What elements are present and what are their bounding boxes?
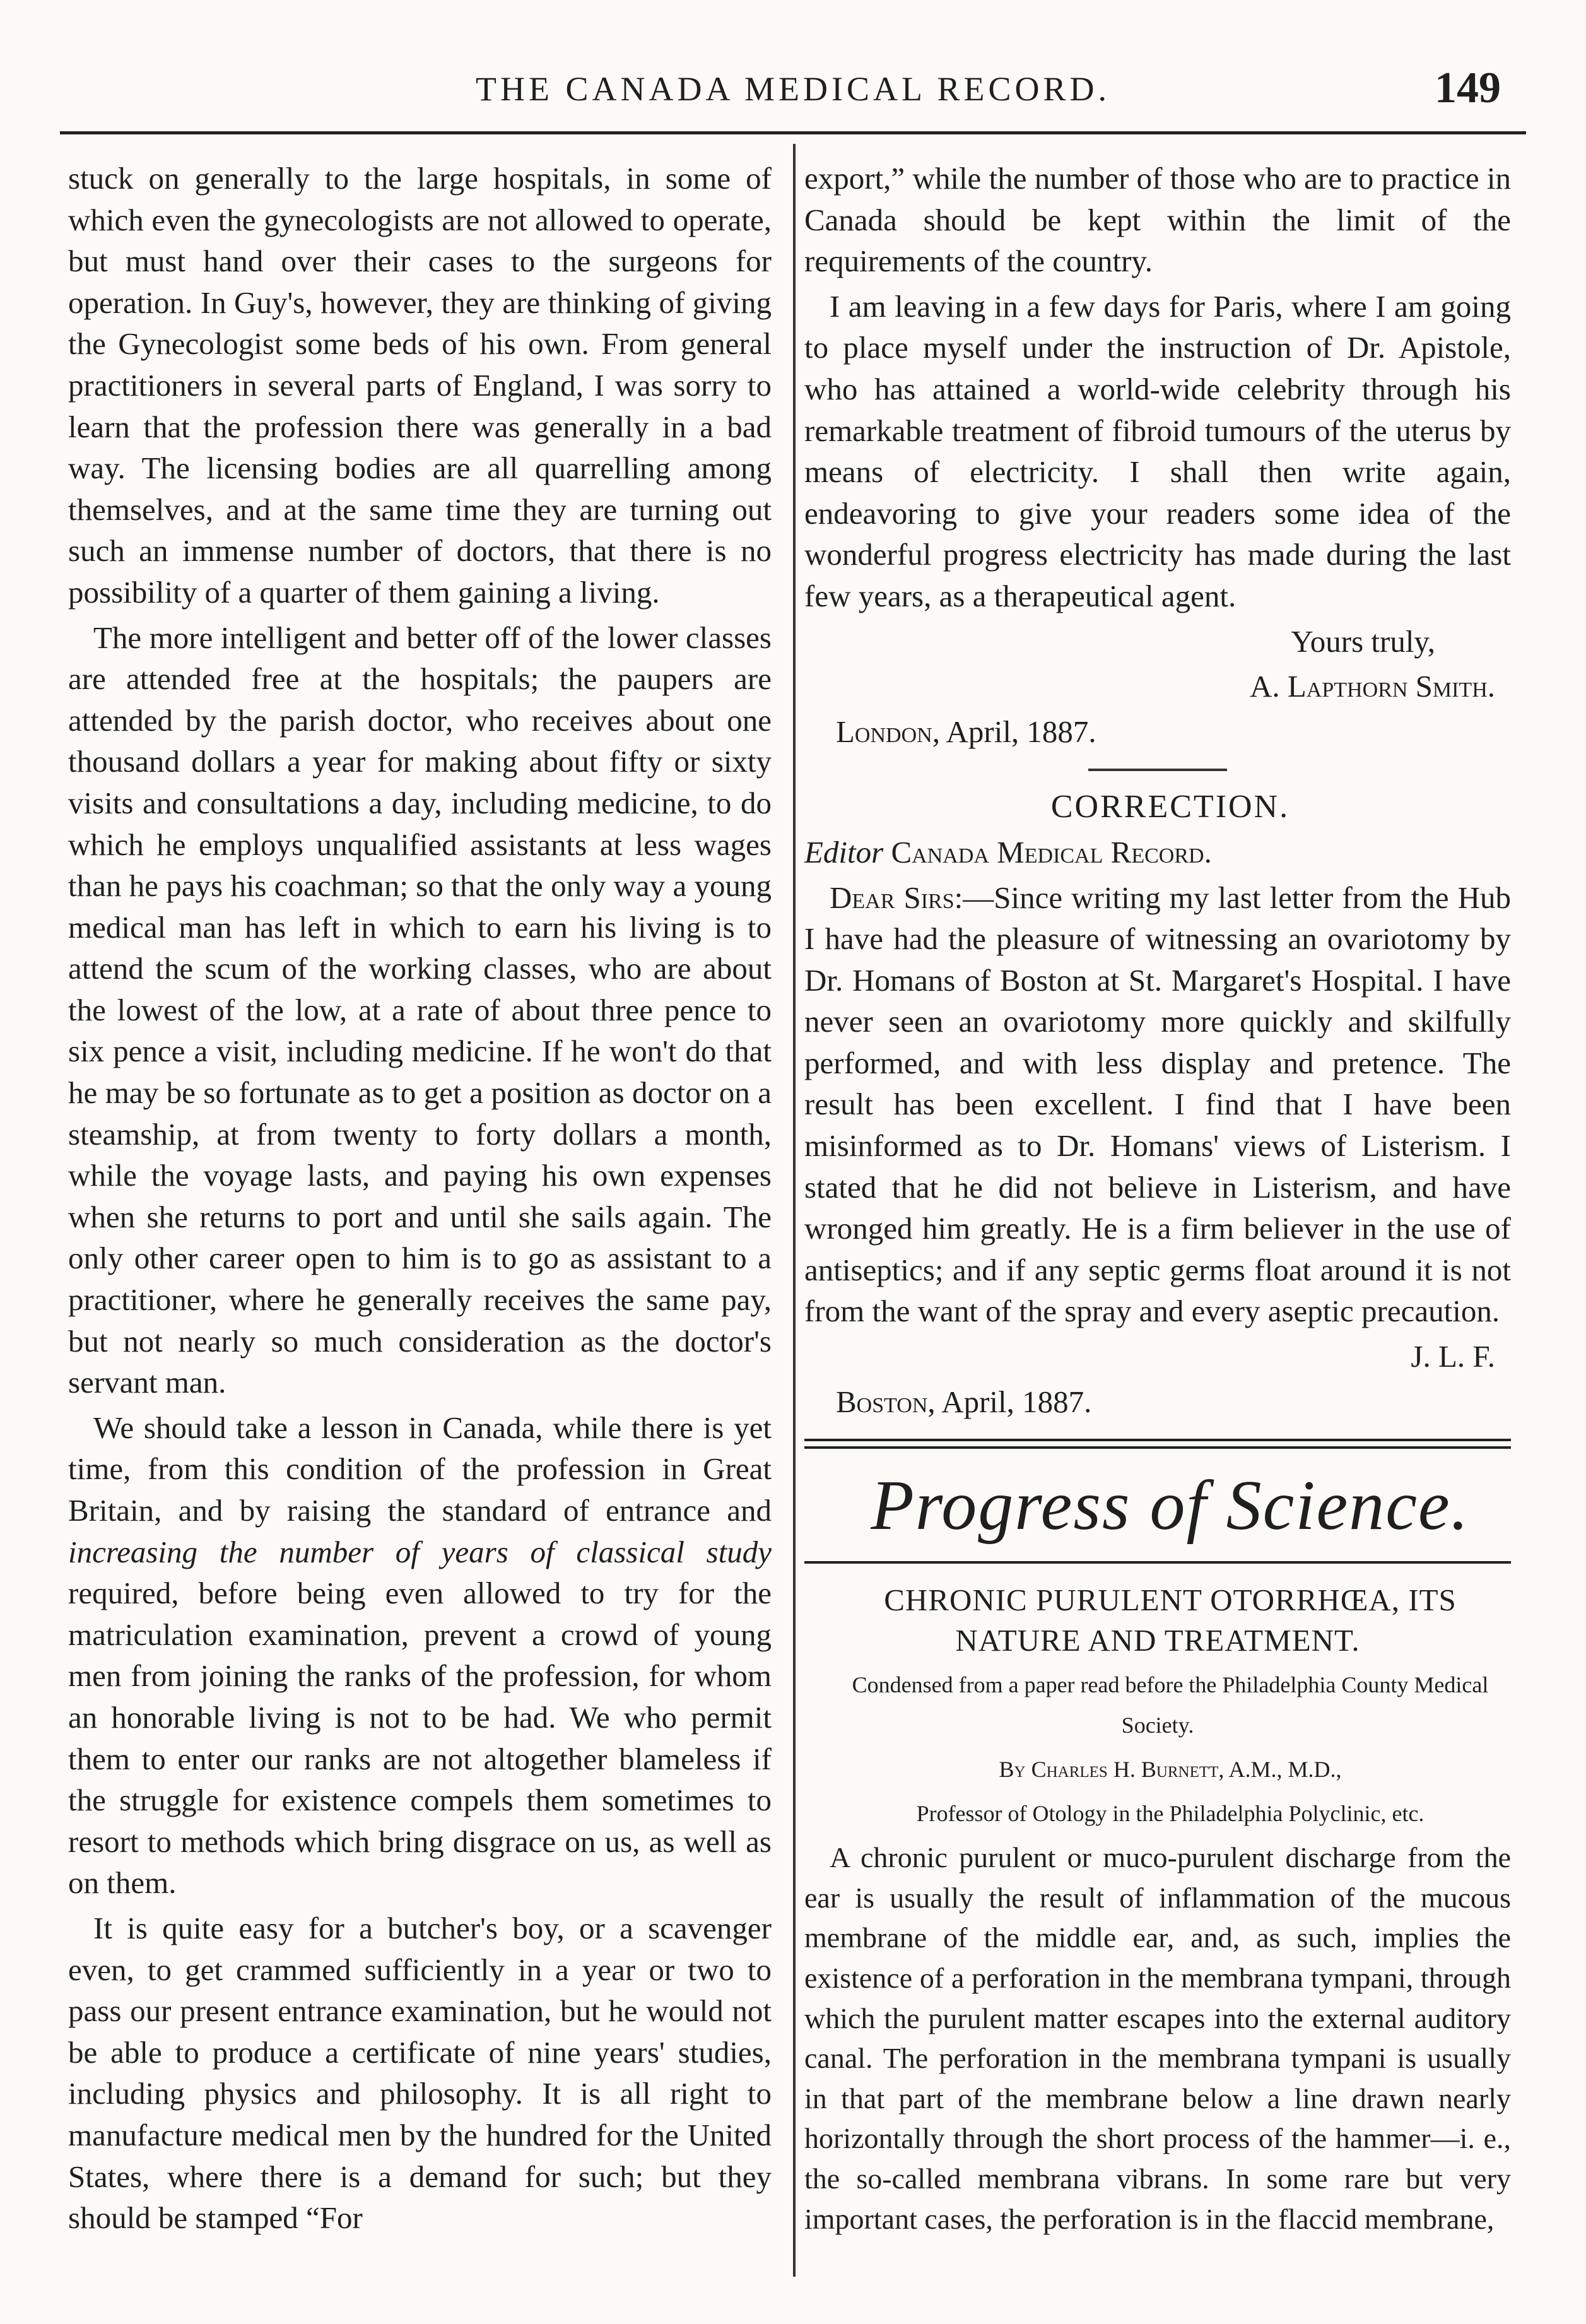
text-run: :—Since writing my last letter from the Hub I have had the pleasure of witnessing an ovariotomy by Dr. Homans of Boston at St. Margaret's Hospital. I have never seen an ovariotomy more quickly and skilfully performed, and with less display and pretence. The result has been excellent. I find that I have been misinformed as to Dr. Homans' views of Listerism. I stated that he did not believe in Listerism, and have wronged him greatly. He is a firm believer in the use of antiseptics; and if any septic germs float around it is not from the want of the spray and every aseptic precaution. — [804, 880, 1511, 1329]
article-affiliation: Professor of Otology in the Philadelphia Polyclinic, etc. — [916, 1801, 1424, 1827]
section-divider — [1088, 769, 1227, 771]
page-header — [0, 63, 1586, 133]
article-author: By Charles H. Burnett, A.M., M.D., — [999, 1757, 1342, 1783]
article-subtitle: Condensed from a paper read before the Philadelphia County Medical Society. — [852, 1672, 1489, 1738]
editor-address — [804, 832, 1511, 873]
section-title: Progress of Science. — [871, 1466, 1470, 1545]
editor-publication: Canada Medical Record. — [891, 834, 1212, 870]
letter-signature: J. L. F. — [1411, 1339, 1495, 1374]
paragraph: The more intelligent and better off of the lower classes are attended free at the hospitals; the paupers are attended by the parish doctor, who receives about one thousand dollars a year for making about fifty or sixty visits and consultations a day, including medicine, to do which he employs unqualified assistants at less wages than he pays his coachman; so that the only way a young medical man has left in which to earn his living is to attend the scum of the working classes, who are about the lowest of the low, at a rate of about three pence to six pence a visit, including medicine. If he won't do that he may be so fortunate as to get a position as doctor on a steamship, at from twenty to forty dollars a month, while the voyage lasts, and paying his own expenses when she returns to port and until she sails again. The only other career open to him is to go as assistant to a practitioner, where he generally receives the same pay, but not nearly so much consideration as the doctor's servant man. — [68, 620, 772, 1400]
journal-title: THE CANADA MEDICAL RECORD. — [476, 70, 1110, 108]
paragraph: I am leaving in a few days for Paris, where I am going to place myself under the instruction of Dr. Apistole, who has attained a world-wide celebrity through his remarkable treatment of fibroid tumours of the uterus by means of electricity. I shall then write again, endeavoring to give your readers some idea of the wonderful progress electricity has made during the last few years, as a therapeutical agent. — [804, 288, 1511, 613]
letter-dateline — [804, 711, 1511, 753]
paragraph — [804, 877, 1511, 1333]
section-rule — [804, 1561, 1511, 1564]
paragraph: It is quite easy for a butcher's boy, or a scavenger even, to get crammed sufficiently in a year or two to pass our present entrance examination, but he would not be able to produce a certificate of nine years' studies, including physics and philosophy. It is all right to manufacture medical men by the hundred for the United States, where there is a demand for such; but they should be stamped “For — [68, 1910, 772, 2236]
dateline-date: April, 1887. — [941, 1384, 1092, 1419]
header-rule — [60, 131, 1526, 134]
article-title: CHRONIC PURULENT OTORRHŒA, ITS NATURE AND TREATMENT. — [884, 1583, 1457, 1658]
article-body: A chronic purulent or muco-purulent discharge from the ear is usually the result of inflammation of the mucous membrane of the middle ear, and, as such, implies the existence of a perforation in the membrana tympani, through which the purulent matter escapes into the external auditory canal. The perforation in the membrana tympani is usually in that part of the membrane below a line drawn nearly horizontally through the short process of the hammer—i. e., the so-called membrana vibrans. In some rare but very important cases, the perforation is in the flaccid membrane, — [804, 1841, 1511, 2235]
dateline-place: Boston, — [836, 1384, 936, 1419]
emphasized-text: increasing the number of years of classical study — [68, 1534, 772, 1569]
dateline-date: April, 1887. — [946, 714, 1096, 749]
letter-dateline — [804, 1381, 1511, 1423]
letter-signature: A. Lapthorn Smith. — [1249, 669, 1495, 704]
left-column — [68, 158, 772, 2239]
column-divider — [793, 144, 796, 2277]
paragraph: stuck on generally to the large hospitals, in some of which even the gynecologists are not allowed to operate, but must hand over their cases to the surgeons for operation. In Guy's, however, they are thinking of giving the Gynecologist some beds of his own. From general practitioners in several parts of England, I was sorry to learn that the profession there was generally in a bad way. The licensing bodies are all quarrelling among themselves, and at the same time they are turning out such an immense number of doctors, that there is no possibility of a quarter of them gaining a living. — [68, 161, 772, 610]
paragraph — [68, 1407, 772, 1904]
text-run: required, before being even allowed to try for the matriculation examination, prevent a crowd of young men from joining the ranks of the profession, for whom an honorable living is not to be had. We who permit them to enter our ranks are not altogether blameless if the struggle for existence compels them sometimes to resort to methods which bring disgrace on us, as well as on them. — [68, 1576, 772, 1901]
right-column — [804, 158, 1511, 2239]
text-run: We should take a lesson in Canada, while there is yet time, from this condition of the profession in Great Britain, and by raising the standard of entrance and — [68, 1410, 772, 1528]
letter-closing: Yours truly, — [1291, 623, 1435, 659]
paragraph: export,” while the number of those who are to practice in Canada should be kept within the limit of the requirements of the country. — [804, 161, 1511, 279]
salutation: Dear Sirs — [830, 880, 955, 915]
correction-heading: CORRECTION. — [1050, 789, 1290, 825]
dateline-place: London, — [836, 714, 940, 749]
double-rule — [804, 1439, 1511, 1449]
editor-label: Editor — [804, 834, 884, 870]
page-number: 149 — [1435, 64, 1501, 112]
